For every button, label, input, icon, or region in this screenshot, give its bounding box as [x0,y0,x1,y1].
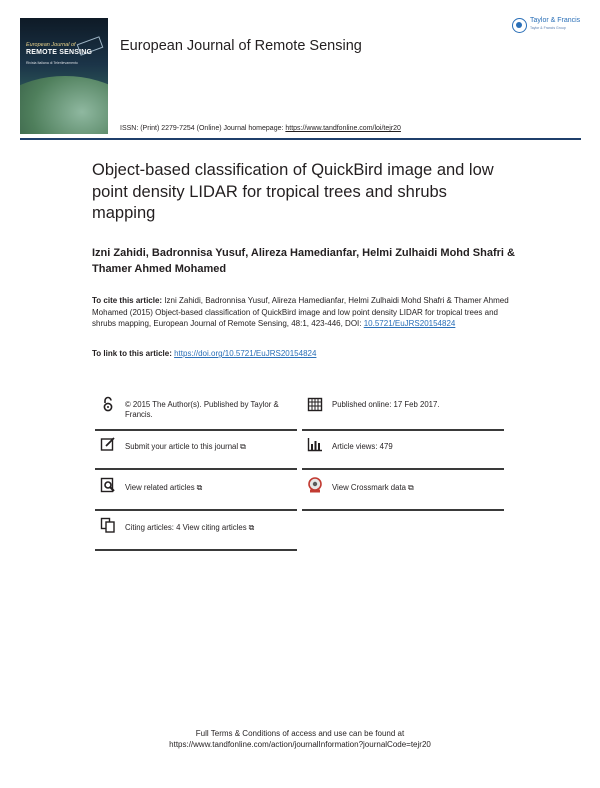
edit-icon [100,436,116,452]
citing-articles-label: Citing articles: 4 View citing articles [125,523,247,532]
citation-label: To cite this article: [92,296,163,305]
submit-article-link[interactable] [125,442,300,452]
article-title: Object-based classification of QuickBird image and low point density LIDAR for tropical trees and shrubs mapping [92,161,494,222]
meta-divider [95,429,297,431]
published-date: Published online: 17 Feb 2017. [332,400,440,409]
citation-block [92,295,517,330]
journal-homepage-link[interactable]: https://www.tandfonline.com/loi/tejr20 [285,125,401,132]
cover-title-line1: European Journal of [26,42,76,48]
issn-text: ISSN: (Print) 2279-7254 (Online) Journal homepage: [120,125,286,132]
cover-title-line2: REMOTE SENSING [26,49,93,56]
external-link-icon: ⧉ [248,523,255,532]
meta-divider [95,549,297,551]
open-access-icon [100,396,116,412]
meta-divider [95,468,297,470]
issn-line [120,125,401,132]
related-articles-label: View related articles [125,483,195,492]
crossmark-link[interactable] [332,483,507,493]
meta-divider [302,509,504,511]
external-link-icon: ⧉ [407,483,414,492]
header-divider [20,138,581,140]
meta-divider [95,509,297,511]
footer-terms-text: Full Terms & Conditions of access and use can be found at [195,729,405,738]
publisher-logo[interactable] [512,16,582,38]
meta-divider [302,468,504,470]
journal-title: European Journal of Remote Sensing [120,38,362,54]
citation-text: Izni Zahidi, Badronnisa Yusuf, Alireza Hamedianfar, Helmi Zulhaidi Mohd Shafri & Thamer Ahmed Mohamed (2015) Object-based classification of QuickBird image and low point density LIDAR for tropical trees and shrubs mapping, European Journal of Remote Sensing, 48:1, 423-446, DOI: [92,296,509,328]
external-link-icon: ⧉ [196,483,203,492]
link-label: To link to this article: [92,349,175,358]
bar-chart-icon [307,436,323,452]
copyright-text: © 2015 The Author(s). Published by Taylor & Francis. [125,400,279,419]
submit-article-label: Submit your article to this journal [125,442,239,451]
meta-divider [302,429,504,431]
external-link-icon: ⧉ [240,442,246,451]
publisher-subname: Taylor & Francis Group [530,26,566,30]
article-doi-link[interactable]: https://doi.org/10.5721/EuJRS20154824 [174,349,317,358]
article-views: Article views: 479 [332,442,393,451]
article-authors: Izni Zahidi, Badronnisa Yusuf, Alireza Hamedianfar, Helmi Zulhaidi Mohd Shafri & Thamer Ahmed Mohamed [92,247,515,275]
publisher-name: Taylor & Francis [530,17,581,24]
footer [0,728,600,750]
journal-cover-image [20,18,108,134]
calendar-icon [307,396,323,412]
citing-articles-icon [100,517,116,533]
view-related-articles-link[interactable] [125,483,300,493]
citing-articles-link[interactable] [125,523,300,533]
crossmark-label: View Crossmark data [332,483,406,492]
article-link-block [92,348,517,359]
cover-subtitle: Rivista Italiana di Telerilevamento [26,61,78,65]
publisher-logo-icon [512,18,527,33]
citation-doi-link[interactable]: 10.5721/EuJRS20154824 [363,319,456,328]
footer-terms-link[interactable]: https://www.tandfonline.com/action/journalInformation?journalCode=tejr20 [169,740,431,749]
related-articles-icon [100,477,116,493]
crossmark-icon [307,477,323,493]
